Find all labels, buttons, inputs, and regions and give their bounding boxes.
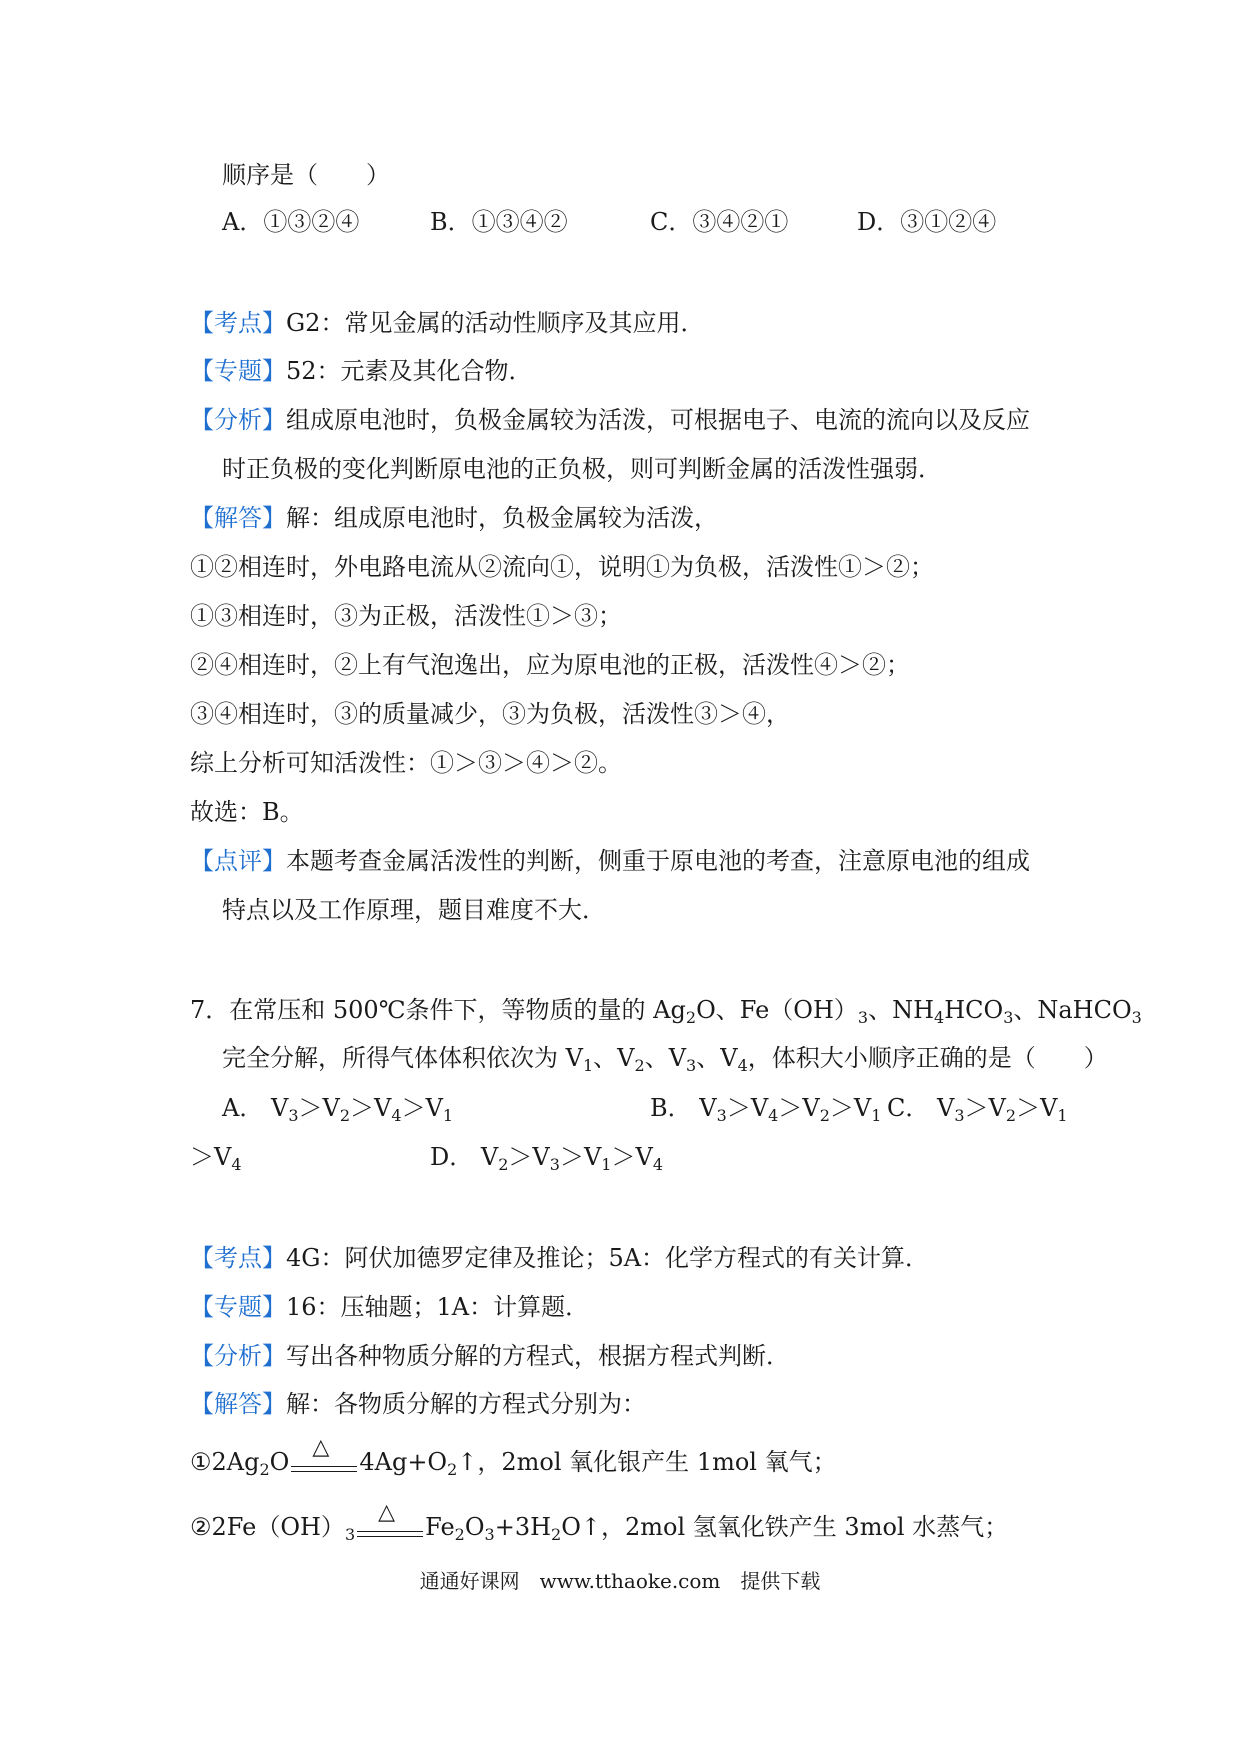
fenxi-text: 组成原电池时，负极金属较为活泼，可根据电子、电流的流向以及反应	[286, 406, 1030, 434]
q6-step-2: ①③相连时，③为正极，活泼性①＞③；	[190, 602, 622, 630]
eq-part: O↑，2mol 氢氧化铁产生 3mol 水蒸气；	[561, 1513, 1009, 1541]
gt: ＞	[964, 1094, 989, 1122]
gt: ＞	[298, 1094, 323, 1122]
gt: ＞	[726, 1094, 751, 1122]
q7-option-b	[650, 1091, 881, 1133]
option-label: C．	[887, 1094, 930, 1122]
eq-part: ①2Ag	[190, 1448, 260, 1476]
option-label: B．	[650, 1094, 692, 1122]
sub: 2	[454, 1525, 465, 1544]
v: V	[802, 1094, 820, 1122]
sub: 2	[634, 1056, 645, 1075]
q7-stem-part: ，体积大小顺序正确的是（ ）	[747, 1044, 1108, 1072]
option-label: A．	[222, 1094, 264, 1122]
q6-option-c: C．③④②①	[650, 208, 789, 236]
sub: 2	[339, 1106, 351, 1125]
sub: 4	[768, 1106, 779, 1125]
q7-stem-part: 、NaHCO	[1013, 996, 1132, 1024]
v: V	[322, 1094, 340, 1122]
v: V	[214, 1143, 232, 1171]
dianping-text: 本题考查金属活泼性的判断，侧重于原电池的考查，注意原电池的组成	[286, 847, 1030, 875]
fenxi-tag: 【分析】	[190, 406, 286, 434]
sub: 3	[288, 1106, 299, 1125]
gt: ＞	[401, 1094, 426, 1122]
sub: 2	[447, 1460, 458, 1479]
gt: ＞	[829, 1094, 854, 1122]
sub: 1	[442, 1106, 454, 1125]
sep: 、	[644, 1044, 669, 1072]
kaodian-tag: 【考点】	[190, 309, 286, 337]
gt: ＞	[611, 1143, 636, 1171]
option-label: D．	[430, 1143, 474, 1171]
gt: ＞	[778, 1094, 803, 1122]
q6-answer: 故选：B。	[190, 798, 304, 826]
q7-zhuanti	[190, 1290, 589, 1324]
gt: ＞	[190, 1143, 214, 1171]
q7-option-c	[887, 1091, 1068, 1133]
jieda-tag: 【解答】	[190, 504, 286, 532]
zhuanti-tag: 【专题】	[190, 1293, 286, 1321]
q7-stem	[190, 993, 1142, 1035]
jieda-text: 解：组成原电池时，负极金属较为活泼，	[286, 504, 718, 532]
q6-step-3: ②④相连时，②上有气泡逸出，应为原电池的正极，活泼性④＞②；	[190, 651, 910, 679]
delta-icon: △	[378, 1500, 396, 1525]
heating-condition-sign	[291, 1435, 357, 1479]
v: V	[988, 1094, 1006, 1122]
sub: 3	[716, 1106, 727, 1125]
q6-fenxi-cont: 时正负极的变化判断原电池的正负极，则可判断金属的活泼性强弱．	[222, 455, 942, 483]
q7-stem-part: O、Fe（OH）	[696, 996, 858, 1024]
gt: ＞	[508, 1143, 533, 1171]
sub: 4	[737, 1056, 748, 1075]
q6-step-1: ①②相连时，外电路电流从②流向①，说明①为负极，活泼性①＞②；	[190, 553, 934, 581]
sub: 3	[484, 1525, 495, 1544]
fenxi-text: 写出各种物质分解的方程式，根据方程式判断．	[286, 1342, 790, 1370]
eq-part: ②2Fe（OH）	[190, 1513, 345, 1541]
sub: 3	[344, 1525, 356, 1544]
sub: 1	[582, 1056, 594, 1075]
eq-part: +3H	[494, 1513, 552, 1541]
q7-stem-line2	[222, 1041, 1108, 1083]
kaodian-tag: 【考点】	[190, 1244, 286, 1272]
delta-icon: △	[312, 1435, 330, 1460]
v: V	[720, 1044, 738, 1072]
heating-condition-sign	[357, 1500, 423, 1544]
v: V	[750, 1094, 769, 1122]
sub: 1	[1057, 1106, 1068, 1125]
q7-jieda	[190, 1387, 646, 1421]
zhuanti-text: 52：元素及其化合物．	[286, 357, 533, 385]
eq-part: O	[269, 1448, 290, 1476]
zhuanti-tag: 【专题】	[190, 357, 286, 385]
sub: 1	[871, 1106, 882, 1125]
sub: 3	[1131, 1008, 1142, 1027]
v: V	[374, 1094, 392, 1122]
v: V	[668, 1044, 687, 1072]
q6-step-4: ③④相连时，③的质量减少，③为负极，活泼性③＞④，	[190, 700, 790, 728]
sub: 2	[259, 1460, 270, 1479]
sub: 3	[686, 1056, 697, 1075]
sub: 4	[391, 1106, 402, 1125]
q7-fenxi	[190, 1339, 790, 1373]
v: V	[583, 1143, 602, 1171]
q7-kaodian	[190, 1241, 929, 1275]
gt: ＞	[350, 1094, 375, 1122]
q7-option-a	[222, 1091, 453, 1133]
v: V	[635, 1143, 653, 1171]
sub: 3	[549, 1155, 560, 1174]
q7-stem-prefix: 7．在常压和 500℃条件下，等物质的量的 Ag	[190, 996, 686, 1024]
q6-dianping	[190, 844, 1030, 878]
eq-part: ↑，2mol 氧化银产生 1mol 氧气；	[457, 1448, 837, 1476]
q7-option-d	[430, 1140, 663, 1182]
v: V	[853, 1094, 872, 1122]
q6-option-d: D．③①②④	[857, 208, 997, 236]
q7-stem-part: HCO	[944, 996, 1004, 1024]
sub: 2	[819, 1106, 830, 1125]
q6-kaodian	[190, 306, 704, 340]
sub: 4	[652, 1155, 664, 1174]
q6-stem-tail: 顺序是（ ）	[222, 161, 390, 189]
q6-fenxi	[190, 403, 1030, 437]
jieda-tag: 【解答】	[190, 1390, 286, 1418]
v: V	[699, 1094, 717, 1122]
sub: 3	[857, 1008, 869, 1027]
sub: 2	[685, 1008, 697, 1027]
v: V	[937, 1094, 955, 1122]
equation-2	[190, 1500, 1009, 1552]
q6-zhuanti	[190, 354, 533, 388]
sub: 3	[954, 1106, 965, 1125]
v: V	[1040, 1094, 1058, 1122]
sub: 3	[1003, 1008, 1014, 1027]
dianping-tag: 【点评】	[190, 847, 286, 875]
sub: 1	[601, 1155, 612, 1174]
q7-stem-part: 完全分解，所得气体体积依次为 V	[222, 1044, 583, 1072]
sub: 4	[231, 1155, 242, 1174]
gt: ＞	[1016, 1094, 1041, 1122]
equation-1	[190, 1435, 837, 1487]
sep: 、	[593, 1044, 618, 1072]
jieda-text: 解：各物质分解的方程式分别为：	[286, 1390, 646, 1418]
eq-part: Fe	[425, 1513, 455, 1541]
q6-conclusion: 综上分析可知活泼性：①＞③＞④＞②。	[190, 749, 622, 777]
v: V	[532, 1143, 550, 1171]
q7-stem-part: 、NH	[868, 996, 935, 1024]
q7-option-c-cont	[190, 1140, 242, 1182]
q6-option-a: A．①③②④	[222, 208, 360, 236]
kaodian-text: G2：常见金属的活动性顺序及其应用．	[286, 309, 705, 337]
v: V	[270, 1094, 289, 1122]
kaodian-text: 4G：阿伏加德罗定律及推论；5A：化学方程式的有关计算．	[286, 1244, 930, 1272]
sub: 2	[1005, 1106, 1017, 1125]
eq-part: 4Ag+O	[359, 1448, 448, 1476]
sep: 、	[696, 1044, 721, 1072]
v: V	[480, 1143, 499, 1171]
v: V	[425, 1094, 443, 1122]
sub: 2	[498, 1155, 509, 1174]
sub: 2	[551, 1525, 562, 1544]
q6-option-b: B．①③④②	[430, 208, 568, 236]
zhuanti-text: 16：压轴题；1A：计算题．	[286, 1293, 590, 1321]
footer-credit: 通通好课网 www.tthaoke.com 提供下载	[419, 1569, 821, 1593]
q6-jieda	[190, 501, 718, 535]
v: V	[617, 1044, 635, 1072]
sub: 4	[934, 1008, 945, 1027]
eq-part: O	[464, 1513, 485, 1541]
fenxi-tag: 【分析】	[190, 1342, 286, 1370]
q6-dianping-cont: 特点以及工作原理，题目难度不大．	[222, 896, 606, 924]
gt: ＞	[559, 1143, 584, 1171]
